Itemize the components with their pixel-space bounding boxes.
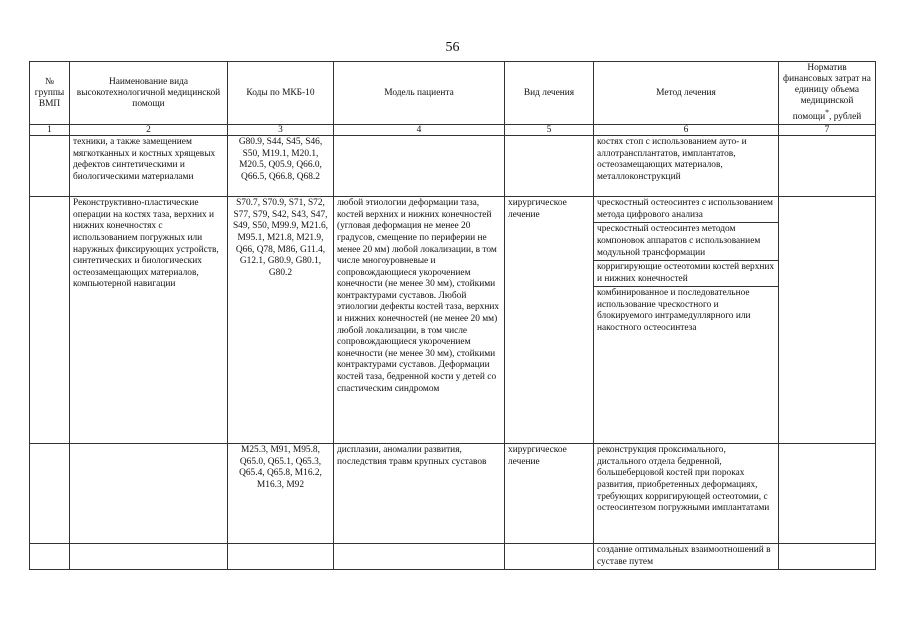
cell-norm — [779, 136, 876, 197]
method-item: корригирующие остеотомии костей верхних и нижних конечностей — [594, 261, 778, 287]
cell-method: костях стоп с использованием ауто- и аллотрансплантатов, имплантатов, остеозамещающих материалов, металлоконструкций — [594, 136, 779, 197]
cell-model: любой этиологии деформации таза, костей верхних и нижних конечностей (угловая деформация не менее 20 градусов, смещение по периферии не менее 20 мм) любой локализации, в том числе многоуровневые и сопровождающиеся укорочением конечности (не менее 30 мм), стойкими контрактурами суставов. Любой этиологии дефекты костей таза, верхних и нижних конечностей (не менее 20 мм) любой локализации, в том числе сопровождающиеся укорочением конечности (не менее 30 мм), стойкими контрактурами суставов. Деформации костей таза, бедренной кости у детей со спастическим синдромом — [334, 197, 505, 444]
cell-norm — [779, 197, 876, 444]
cell-model: дисплазии, аномалии развития, последствия травм крупных суставов — [334, 444, 505, 544]
col-number: 1 — [30, 125, 70, 136]
cell-method: реконструкция проксимального, дистального отдела бедренной, большеберцовой костей при пороках развития, приобретенных деформациях, требующих корригирующей остеотомии, с остеосинтезом погружными имплантатами — [594, 444, 779, 544]
cell-name — [70, 544, 228, 570]
header-norm-footnote: * — [825, 108, 830, 117]
cell-model — [334, 544, 505, 570]
header-model: Модель пациента — [334, 62, 505, 125]
cell-codes: M25.3, M91, M95.8, Q65.0, Q65.1, Q65.3, Q65.4, Q65.8, M16.2, M16.3, M92 — [228, 444, 334, 544]
cell-norm — [779, 444, 876, 544]
cell-group — [30, 136, 70, 197]
cell-name: Реконструктивно-пластические операции на костях таза, верхних и нижних конечностях с использованием погружных или наружных фиксирующих устройств, синтетических и биологических остеозамещающих материалов, компьютерной навигации — [70, 197, 228, 444]
cell-group — [30, 544, 70, 570]
method-item: чрескостный остеосинтез методом компоновок аппаратов с использованием модульной трансформации — [594, 223, 778, 261]
page-number: 56 — [445, 40, 460, 55]
header-norm-text: Норматив финансовых затрат на единицу объема медицинской помощи — [783, 63, 871, 123]
header-treatment: Вид лечения — [505, 62, 594, 125]
col-number: 3 — [228, 125, 334, 136]
header-method: Метод лечения — [594, 62, 779, 125]
cell-model — [334, 136, 505, 197]
column-number-row — [30, 125, 876, 136]
vmp-table — [29, 61, 876, 570]
cell-name — [70, 444, 228, 544]
header-group: № группы ВМП — [30, 62, 70, 125]
cell-group — [30, 197, 70, 444]
cell-norm — [779, 544, 876, 570]
table-row — [30, 197, 876, 444]
table-row — [30, 136, 876, 197]
cell-method: создание оптимальных взаимоотношений в суставе путем — [594, 544, 779, 570]
cell-treatment: хирургическое лечение — [505, 197, 594, 444]
col-number: 7 — [779, 125, 876, 136]
col-number: 4 — [334, 125, 505, 136]
cell-methods — [594, 197, 779, 444]
header-row — [30, 62, 876, 125]
method-item: чрескостный остеосинтез с использованием метода цифрового анализа — [594, 197, 778, 223]
cell-codes — [228, 544, 334, 570]
cell-treatment — [505, 136, 594, 197]
table-row — [30, 544, 876, 570]
cell-codes: S70.7, S70.9, S71, S72, S77, S79, S42, S43, S47, S49, S50, M99.9, M21.6, M95.1, M21.8, M21.9, Q66, Q78, M86, G11.4, G12.1, G80.9, G80.1, G80.2 — [228, 197, 334, 444]
cell-name: техники, а также замещением мягкотканных и костных хрящевых дефектов синтетическими и биологическими материалами — [70, 136, 228, 197]
method-item: комбинированное и последовательное использование чрескостного и блокируемого интрамедуллярного или накостного остеосинтеза — [597, 288, 751, 334]
header-name: Наименование вида высокотехнологичной медицинской помощи — [70, 62, 228, 125]
col-number: 5 — [505, 125, 594, 136]
header-norm-unit: , рублей — [829, 112, 862, 123]
table-row — [30, 444, 876, 544]
col-number: 6 — [594, 125, 779, 136]
cell-group — [30, 444, 70, 544]
header-codes: Коды по МКБ-10 — [228, 62, 334, 125]
cell-codes: G80.9, S44, S45, S46, S50, M19.1, M20.1, M20.5, Q05.9, Q66.0, Q66.5, Q66.8, Q68.2 — [228, 136, 334, 197]
header-norm — [779, 62, 876, 125]
cell-treatment — [505, 544, 594, 570]
col-number: 2 — [70, 125, 228, 136]
cell-treatment: хирургическое лечение — [505, 444, 594, 544]
